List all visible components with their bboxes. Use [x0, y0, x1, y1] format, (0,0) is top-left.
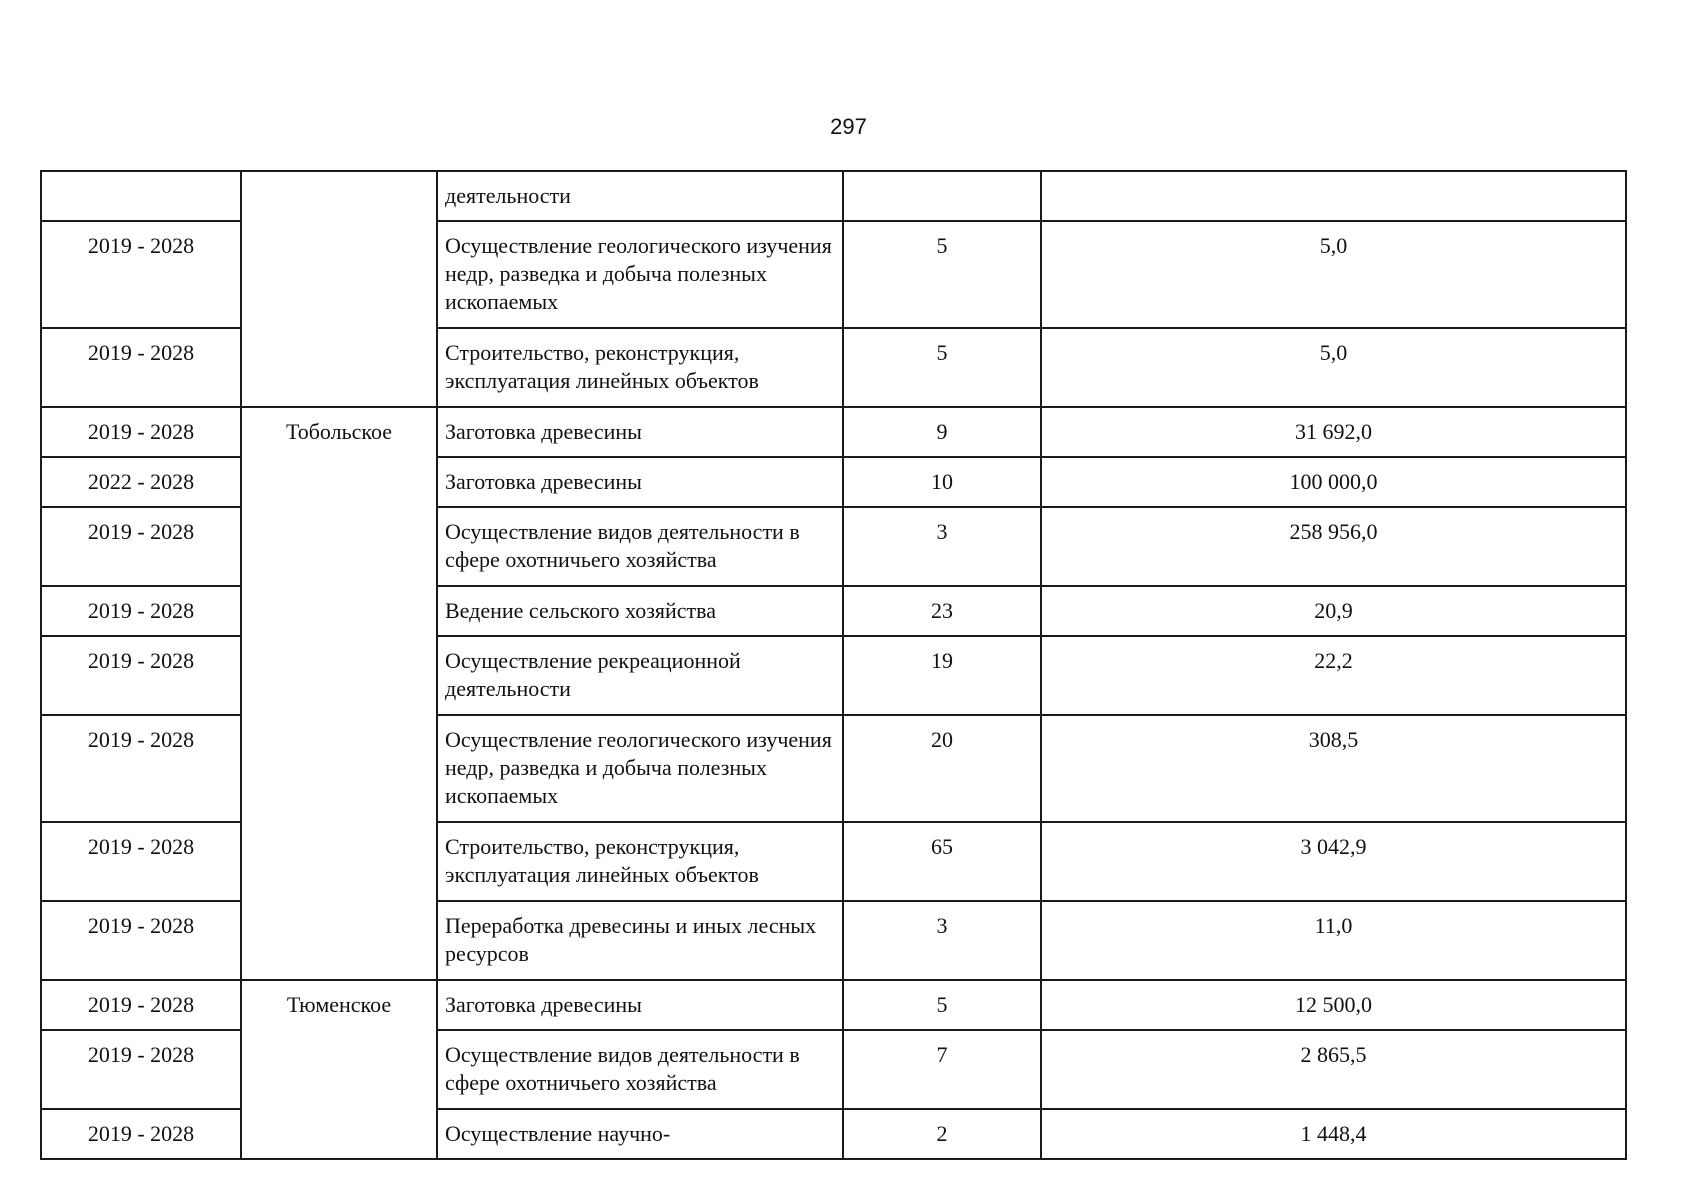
count-cell [843, 171, 1041, 221]
value-cell: 31 692,0 [1041, 407, 1626, 457]
page-number: 297 [830, 114, 867, 139]
count-cell: 2 [843, 1109, 1041, 1159]
district-cell [241, 171, 437, 407]
count-cell: 7 [843, 1030, 1041, 1109]
activity-cell: Ведение сельского хозяйства [437, 586, 843, 636]
value-cell: 12 500,0 [1041, 980, 1626, 1030]
period-cell: 2019 - 2028 [41, 822, 241, 901]
period-cell: 2019 - 2028 [41, 901, 241, 980]
activity-cell: Осуществление видов деятельности в сфере охотничьего хозяйства [437, 507, 843, 586]
period-cell [41, 171, 241, 221]
value-cell: 2 865,5 [1041, 1030, 1626, 1109]
period-cell: 2019 - 2028 [41, 407, 241, 457]
count-cell: 20 [843, 715, 1041, 822]
period-cell: 2019 - 2028 [41, 221, 241, 328]
activity-cell: Осуществление рекреационной деятельности [437, 636, 843, 715]
value-cell: 5,0 [1041, 328, 1626, 407]
count-cell: 5 [843, 328, 1041, 407]
period-cell: 2019 - 2028 [41, 507, 241, 586]
district-cell: Тобольское [241, 407, 437, 980]
count-cell: 5 [843, 980, 1041, 1030]
value-cell: 20,9 [1041, 586, 1626, 636]
count-cell: 19 [843, 636, 1041, 715]
value-cell: 1 448,4 [1041, 1109, 1626, 1159]
period-cell: 2022 - 2028 [41, 457, 241, 507]
activity-cell: Заготовка древесины [437, 980, 843, 1030]
value-cell: 22,2 [1041, 636, 1626, 715]
activity-cell: Заготовка древесины [437, 457, 843, 507]
period-cell: 2019 - 2028 [41, 715, 241, 822]
activity-cell: Строительство, реконструкция, эксплуатация линейных объектов [437, 822, 843, 901]
activity-cell: Переработка древесины и иных лесных ресурсов [437, 901, 843, 980]
value-cell [1041, 171, 1626, 221]
period-cell: 2019 - 2028 [41, 1109, 241, 1159]
activity-cell: деятельности [437, 171, 843, 221]
forest-use-table [40, 170, 1627, 1160]
activity-cell: Заготовка древесины [437, 407, 843, 457]
table-row [41, 171, 1626, 221]
count-cell: 3 [843, 901, 1041, 980]
activity-cell: Осуществление геологического изучения недр, разведка и добыча полезных ископаемых [437, 221, 843, 328]
activity-cell: Осуществление геологического изучения недр, разведка и добыча полезных ископаемых [437, 715, 843, 822]
period-cell: 2019 - 2028 [41, 586, 241, 636]
value-cell: 308,5 [1041, 715, 1626, 822]
count-cell: 65 [843, 822, 1041, 901]
table-row [41, 407, 1626, 457]
value-cell: 258 956,0 [1041, 507, 1626, 586]
value-cell: 100 000,0 [1041, 457, 1626, 507]
table-row [41, 980, 1626, 1030]
activity-cell: Осуществление видов деятельности в сфере охотничьего хозяйства [437, 1030, 843, 1109]
value-cell: 5,0 [1041, 221, 1626, 328]
count-cell: 3 [843, 507, 1041, 586]
period-cell: 2019 - 2028 [41, 1030, 241, 1109]
value-cell: 3 042,9 [1041, 822, 1626, 901]
period-cell: 2019 - 2028 [41, 328, 241, 407]
period-cell: 2019 - 2028 [41, 636, 241, 715]
activity-cell: Строительство, реконструкция, эксплуатация линейных объектов [437, 328, 843, 407]
value-cell: 11,0 [1041, 901, 1626, 980]
count-cell: 5 [843, 221, 1041, 328]
period-cell: 2019 - 2028 [41, 980, 241, 1030]
count-cell: 10 [843, 457, 1041, 507]
district-cell: Тюменское [241, 980, 437, 1159]
count-cell: 9 [843, 407, 1041, 457]
count-cell: 23 [843, 586, 1041, 636]
activity-cell: Осуществление научно- [437, 1109, 843, 1159]
